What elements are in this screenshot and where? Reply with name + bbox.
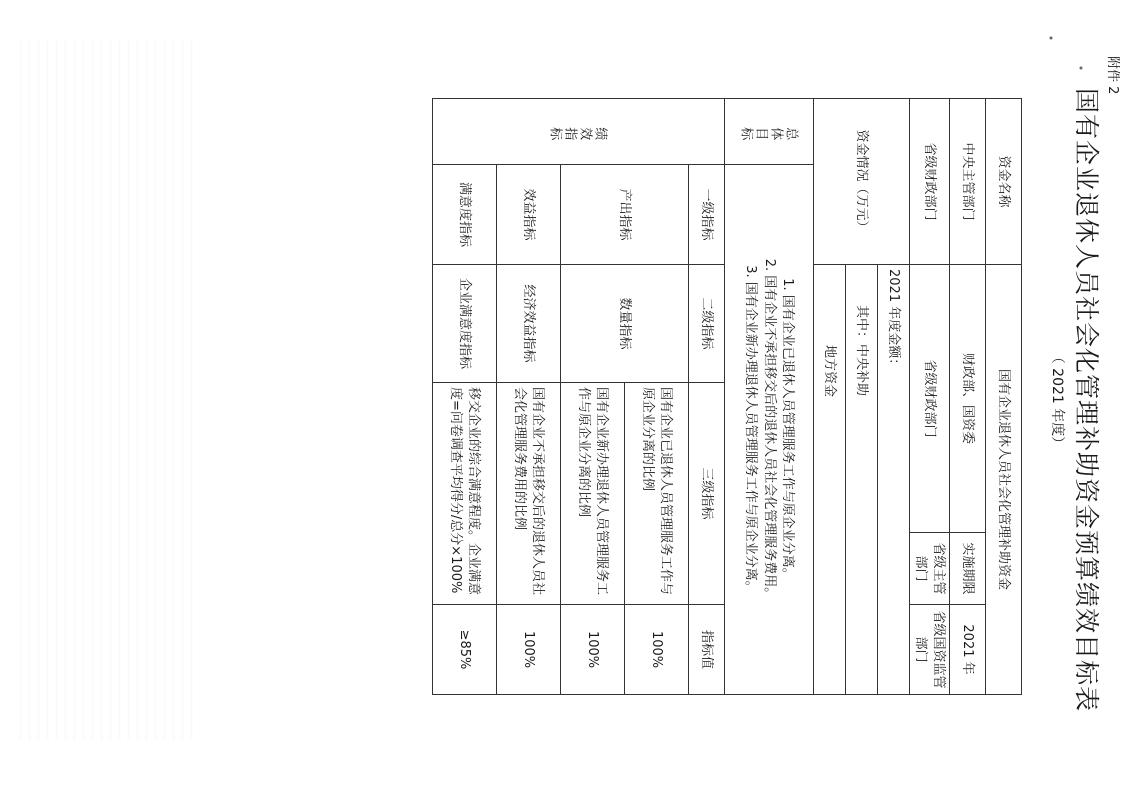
indicator-level3: 移交企业的综合满意程度。企业满意度=问卷调查平均得分/总分×100% bbox=[432, 383, 496, 605]
overall-goal-text: 总体目标 bbox=[738, 124, 799, 140]
row-provincial-finance bbox=[909, 99, 949, 695]
indicator-value: 100% bbox=[496, 605, 560, 695]
row-indicator-header bbox=[688, 99, 724, 695]
indicator-level1: 满意度指标 bbox=[432, 165, 496, 265]
provincial-finance-value: 省级财政部门 bbox=[909, 265, 949, 533]
perf-indicators-label bbox=[432, 99, 724, 165]
target-value-header: 指标值 bbox=[688, 605, 724, 695]
indicator-level2: 企业满意度指标 bbox=[432, 265, 496, 383]
central-dept-label: 中央主管部门 bbox=[950, 99, 986, 265]
goal-item: 2. 国有企业不承担移交后的退休人员社会化管理服务费用。 bbox=[761, 258, 777, 601]
document-subtitle: （ 2021 年度） bbox=[1049, 349, 1065, 451]
central-subsidy-label: 其中：中央补助 bbox=[845, 265, 877, 695]
impl-period-label: 实施期限 bbox=[950, 533, 986, 605]
indicator-level2: 数量指标 bbox=[560, 265, 688, 383]
row-funding-total bbox=[877, 99, 909, 695]
table-row bbox=[496, 99, 560, 695]
goal-item: 1. 国有企业已退休人员管理服务工作与原企业分离。 bbox=[780, 278, 796, 581]
row-fund-name bbox=[986, 99, 1022, 695]
impl-period-value: 2021 年 bbox=[950, 605, 986, 695]
fund-name-value: 国有企业退休人员社会化管理补助资金 bbox=[986, 265, 1022, 695]
row-overall-goal bbox=[724, 99, 813, 695]
indicator-level1: 产出指标 bbox=[560, 165, 688, 265]
indicator-value: 100% bbox=[624, 605, 688, 695]
level2-header: 二级指标 bbox=[688, 265, 724, 383]
indicator-level2: 经济效益指标 bbox=[496, 265, 560, 383]
year-amount-label: 2021 年度金额： bbox=[877, 265, 909, 695]
fund-name-label: 资金名称 bbox=[986, 99, 1022, 265]
indicator-level1: 效益指标 bbox=[496, 165, 560, 265]
indicator-level3: 国有企业已退休人员管理服务工作与原企业分离的比例 bbox=[624, 383, 688, 605]
central-dept-value: 财政部、国资委 bbox=[950, 265, 986, 533]
row-central-dept bbox=[950, 99, 986, 695]
perf-indicators-text: 绩效指标 bbox=[548, 124, 609, 140]
indicator-value: ≥85% bbox=[432, 605, 496, 695]
funding-label: 资金情况（万元） bbox=[813, 99, 909, 265]
goal-item: 3. 国有企业新办理退休人员管理服务工作与原企业分离。 bbox=[743, 265, 759, 594]
performance-target-table bbox=[432, 98, 1022, 695]
table-row bbox=[432, 99, 496, 695]
table-row bbox=[624, 99, 688, 695]
overall-goal-label bbox=[724, 99, 813, 165]
level3-header: 三级指标 bbox=[688, 383, 724, 605]
document-title: 国有企业退休人员社会化管理补助资金预算绩效目标表 bbox=[1072, 87, 1101, 712]
indicator-level3: 国有企业新办理退休人员管理服务工作与原企业分离的比例 bbox=[560, 383, 624, 605]
provincial-dept-value: 省级国资监管部门 bbox=[909, 605, 949, 695]
attachment-label: 附件 2 bbox=[1105, 56, 1120, 95]
rotated-document-page bbox=[4, 50, 1124, 750]
indicator-level3: 国有企业不承担移交后的退休人员社会化管理服务费用的比例 bbox=[496, 383, 560, 605]
overall-goal-content bbox=[724, 165, 813, 695]
provincial-finance-label: 省级财政部门 bbox=[909, 99, 949, 265]
indicator-value: 100% bbox=[560, 605, 624, 695]
provincial-dept-label: 省级主管部门 bbox=[909, 533, 949, 605]
level1-header: 一级指标 bbox=[688, 165, 724, 265]
local-funds-label: 地方资金 bbox=[813, 265, 845, 695]
